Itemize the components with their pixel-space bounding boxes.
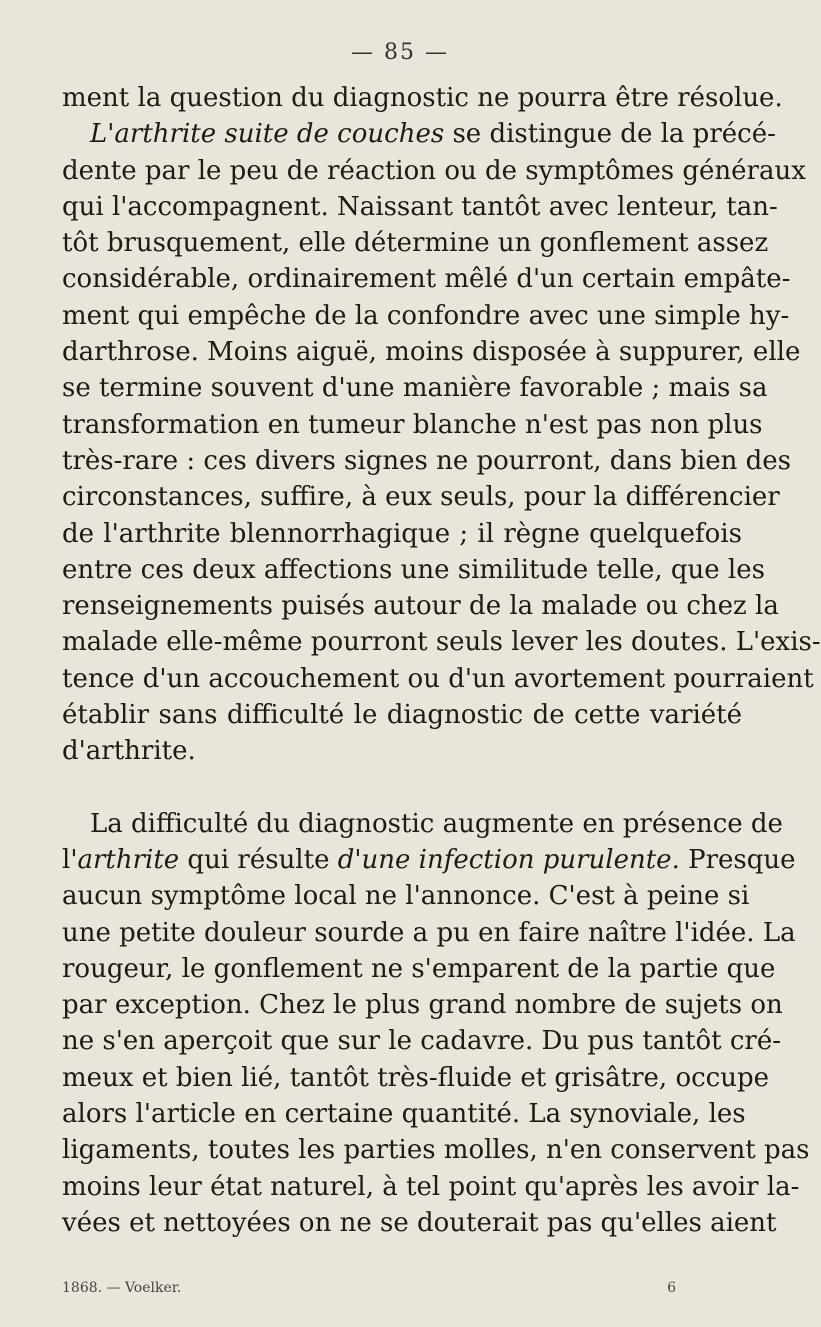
- text-run: circonstances, suffire, à eux seuls, pour la différencier: [62, 482, 780, 513]
- text-line: [62, 189, 778, 225]
- italic-text: arthrite: [77, 844, 180, 875]
- text-run: aucun symptôme local ne l'annonce. C'est à peine si: [62, 881, 750, 912]
- text-line: [62, 1060, 769, 1096]
- text-line: [62, 806, 783, 842]
- text-run: très-rare : ces divers signes ne pourront, dans bien des: [62, 445, 791, 476]
- text-run: ment qui empêche de la confondre avec une simple hy-: [62, 300, 790, 331]
- text-run: une petite douleur sourde a pu en faire naître l'idée. La: [62, 917, 796, 948]
- text-line: [62, 987, 783, 1023]
- text-line: [62, 915, 796, 951]
- text-run: Presque: [679, 844, 796, 875]
- footer: [62, 1280, 742, 1296]
- text-run: rougeur, le gonflement ne s'emparent de la partie que: [62, 953, 776, 984]
- text-line: [62, 443, 791, 479]
- italic-text: d'une infection purulente.: [337, 844, 680, 875]
- text-run: dente par le peu de réaction ou de symptômes généraux: [62, 155, 806, 186]
- text-line: [62, 516, 742, 552]
- text-line: [62, 370, 768, 406]
- text-run: d'arthrite.: [62, 736, 196, 767]
- paragraph: [62, 80, 783, 116]
- text-line: [62, 661, 814, 697]
- text-run: tôt brusquement, elle détermine un gonflement assez: [62, 228, 769, 259]
- text-line: [62, 407, 763, 443]
- text-run: qui résulte: [179, 844, 338, 875]
- text-line: [62, 153, 806, 189]
- text-line: [62, 298, 790, 334]
- paragraph: [62, 806, 810, 1242]
- text-line: [62, 261, 791, 297]
- text-run: se termine souvent d'une manière favorable ; mais sa: [62, 373, 768, 404]
- text-line: [62, 588, 779, 624]
- text-line: [62, 1205, 777, 1241]
- text-line: [62, 552, 765, 588]
- text-run: malade elle-même pourront seuls lever les doutes. L'exis-: [62, 627, 821, 658]
- text-run: renseignements puisés autour de la malade ou chez la: [62, 591, 779, 622]
- text-run: vées et nettoyées on ne se douterait pas qu'elles aient: [62, 1207, 777, 1238]
- text-run: par exception. Chez le plus grand nombre de sujets on: [62, 990, 783, 1021]
- signature-mark: 6: [667, 1280, 676, 1296]
- text-line: [62, 733, 742, 769]
- text-line: [62, 697, 742, 733]
- text-run: alors l'article en certaine quantité. La synoviale, les: [62, 1099, 746, 1130]
- text-line: [62, 1023, 782, 1059]
- text-line: [62, 842, 796, 878]
- text-run: considérable, ordinairement mêlé d'un certain empâte-: [62, 264, 791, 295]
- text-run: La difficulté du diagnostic augmente en présence de: [90, 808, 783, 839]
- text-line: [62, 80, 783, 116]
- text-line: [62, 225, 769, 261]
- text-run: moins leur état naturel, à tel point qu'après les avoir la-: [62, 1171, 800, 1202]
- text-line: [62, 624, 821, 660]
- text-run: ligaments, toutes les parties molles, n'en conservent pas: [62, 1135, 810, 1166]
- text-run: établir sans difficulté le diagnostic de cette variété: [62, 700, 742, 731]
- italic-text: L'arthrite suite de couches: [90, 119, 445, 150]
- text-run: se distingue de la précé-: [444, 119, 776, 150]
- body-text: [62, 80, 821, 1241]
- paragraph: [62, 116, 821, 769]
- text-line: [62, 334, 801, 370]
- text-line: [62, 116, 776, 152]
- text-run: meux et bien lié, tantôt très-fluide et grisâtre, occupe: [62, 1062, 769, 1093]
- text-line: [62, 1132, 810, 1168]
- page-number: — 85 —: [351, 40, 449, 65]
- printer-imprint: 1868. — Voelker.: [62, 1280, 182, 1296]
- text-line: [62, 1096, 746, 1132]
- text-run: de l'arthrite blennorrhagique ; il règne quelquefois: [62, 518, 742, 549]
- text-run: ment la question du diagnostic ne pourra être résolue.: [62, 83, 783, 113]
- text-run: l': [62, 844, 78, 875]
- text-line: [62, 878, 750, 914]
- text-line: [62, 951, 776, 987]
- text-line: [62, 1169, 800, 1205]
- text-run: qui l'accompagnent. Naissant tantôt avec lenteur, tan-: [62, 191, 778, 222]
- text-run: darthrose. Moins aiguë, moins disposée à suppurer, elle: [62, 337, 801, 368]
- text-run: ne s'en aperçoit que sur le cadavre. Du pus tantôt cré-: [62, 1026, 782, 1057]
- paragraph-gap: [62, 770, 742, 806]
- text-run: entre ces deux affections une similitude telle, que les: [62, 554, 765, 585]
- text-run: tence d'un accouchement ou d'un avortement pourraient: [62, 663, 814, 694]
- text-line: [62, 479, 780, 515]
- text-run: transformation en tumeur blanche n'est pas non plus: [62, 409, 763, 440]
